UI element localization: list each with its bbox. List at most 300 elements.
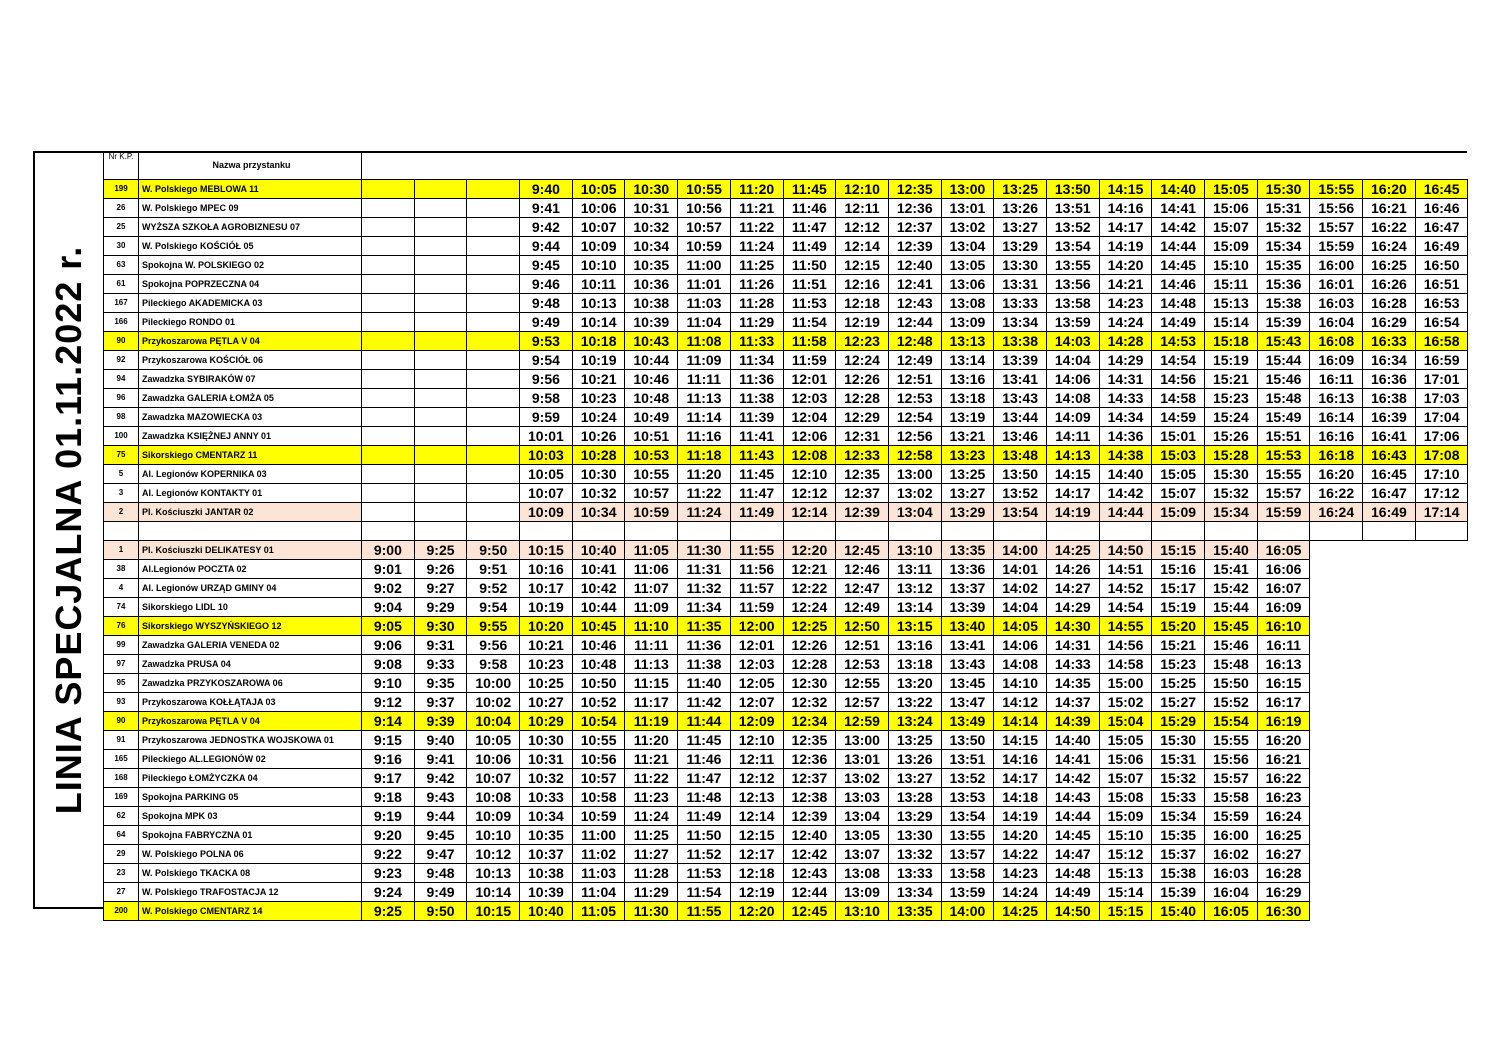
departure-time: 9:15	[362, 731, 415, 750]
stop-row	[104, 446, 1468, 465]
departure-time: 10:56	[678, 199, 731, 218]
departure-time: 14:13	[1046, 446, 1099, 465]
departure-time: 15:30	[1257, 180, 1310, 199]
departure-time: 14:58	[1152, 389, 1205, 408]
departure-time: 10:44	[572, 598, 625, 617]
departure-time: 9:27	[414, 579, 467, 598]
empty-time-cell	[467, 503, 520, 522]
departure-time: 10:38	[625, 294, 678, 313]
departure-time: 14:36	[1099, 427, 1152, 446]
departure-time: 13:27	[994, 218, 1047, 237]
departure-time: 15:23	[1205, 389, 1258, 408]
departure-time: 15:07	[1205, 218, 1258, 237]
departure-time: 12:11	[730, 750, 783, 769]
departure-time: 12:34	[783, 712, 836, 731]
spacer-cell	[572, 522, 625, 541]
empty-time-cell	[362, 370, 415, 389]
departure-time: 12:10	[836, 180, 889, 199]
departure-time: 15:03	[1152, 446, 1205, 465]
departure-time: 11:18	[678, 446, 731, 465]
departure-time: 10:26	[572, 427, 625, 446]
departure-time: 11:13	[678, 389, 731, 408]
empty-time-cell	[414, 218, 467, 237]
departure-time: 16:18	[1310, 446, 1363, 465]
departure-time: 10:51	[625, 427, 678, 446]
departure-time: 10:55	[678, 180, 731, 199]
departure-time: 12:26	[836, 370, 889, 389]
departure-time: 13:56	[1046, 275, 1099, 294]
departure-time: 14:58	[1099, 655, 1152, 674]
departure-time: 9:50	[467, 541, 520, 560]
departure-time: 10:01	[520, 427, 573, 446]
departure-time: 16:47	[1363, 484, 1416, 503]
table-header-row	[104, 151, 1468, 180]
departure-time: 10:05	[467, 731, 520, 750]
empty-time-cell	[467, 237, 520, 256]
spacer-cell	[888, 522, 941, 541]
spacer-cell	[1152, 522, 1205, 541]
stop-number: 1	[104, 541, 139, 560]
departure-time: 12:12	[836, 218, 889, 237]
departure-time: 9:40	[414, 731, 467, 750]
empty-time-cell	[414, 199, 467, 218]
departure-time: 12:24	[836, 351, 889, 370]
departure-time: 10:19	[572, 351, 625, 370]
departure-time: 12:14	[730, 807, 783, 826]
departure-time: 12:40	[888, 256, 941, 275]
departure-time: 11:09	[625, 598, 678, 617]
departure-time: 9:51	[467, 560, 520, 579]
stop-number: 25	[104, 218, 139, 237]
departure-time: 11:26	[730, 275, 783, 294]
departure-time: 14:10	[994, 674, 1047, 693]
departure-time: 12:42	[783, 845, 836, 864]
departure-time: 13:20	[888, 674, 941, 693]
departure-time: 12:32	[783, 693, 836, 712]
departure-time: 9:55	[467, 617, 520, 636]
departure-time: 11:50	[783, 256, 836, 275]
header-empty-cell	[730, 151, 783, 180]
stop-row	[104, 750, 1310, 769]
departure-time: 11:55	[678, 902, 731, 921]
header-empty-cell	[1363, 151, 1416, 180]
departure-time: 15:48	[1257, 389, 1310, 408]
departure-time: 15:40	[1205, 541, 1258, 560]
departure-time: 14:06	[994, 636, 1047, 655]
departure-time: 10:05	[572, 180, 625, 199]
departure-time: 15:29	[1152, 712, 1205, 731]
departure-time: 13:13	[941, 332, 994, 351]
departure-time: 15:57	[1205, 769, 1258, 788]
departure-time: 15:13	[1205, 294, 1258, 313]
departure-time: 14:56	[1099, 636, 1152, 655]
departure-time: 9:42	[414, 769, 467, 788]
departure-time: 16:07	[1257, 579, 1310, 598]
stop-number: 96	[104, 389, 139, 408]
departure-time: 16:22	[1363, 218, 1416, 237]
departure-time: 16:15	[1257, 674, 1310, 693]
departure-time: 12:39	[888, 237, 941, 256]
departure-time: 14:33	[1046, 655, 1099, 674]
departure-time: 14:49	[1046, 883, 1099, 902]
departure-time: 13:08	[941, 294, 994, 313]
departure-time: 9:14	[362, 712, 415, 731]
departure-time: 11:30	[678, 541, 731, 560]
departure-time: 15:32	[1152, 769, 1205, 788]
departure-time: 14:19	[1046, 503, 1099, 522]
departure-time: 12:28	[783, 655, 836, 674]
departure-time: 11:20	[625, 731, 678, 750]
departure-time: 12:00	[730, 617, 783, 636]
stop-number: 91	[104, 731, 139, 750]
departure-time: 14:48	[1046, 864, 1099, 883]
stop-name: Zawadzka PRZYKOSZAROWA 06	[139, 674, 362, 693]
departure-time: 12:12	[730, 769, 783, 788]
stop-number: 4	[104, 579, 139, 598]
departure-time: 11:24	[625, 807, 678, 826]
departure-time: 15:44	[1257, 351, 1310, 370]
departure-time: 9:24	[362, 883, 415, 902]
departure-time: 16:29	[1257, 883, 1310, 902]
departure-time: 11:22	[730, 218, 783, 237]
stop-name: Pl. Kościuszki DELIKATESY 01	[139, 541, 362, 560]
departure-time: 10:06	[467, 750, 520, 769]
departure-time: 16:49	[1363, 503, 1416, 522]
departure-time: 16:45	[1415, 180, 1468, 199]
departure-time: 13:14	[888, 598, 941, 617]
stop-number: 27	[104, 883, 139, 902]
departure-time: 13:12	[888, 579, 941, 598]
departure-time: 9:50	[414, 902, 467, 921]
departure-time: 10:30	[572, 465, 625, 484]
line-title: LINIA SPECJALNA 01.11.2022 r.	[48, 245, 89, 815]
departure-time: 13:29	[888, 807, 941, 826]
departure-time: 15:51	[1257, 427, 1310, 446]
departure-time: 10:32	[572, 484, 625, 503]
empty-time-cell	[362, 332, 415, 351]
stop-row	[104, 427, 1468, 446]
departure-time: 14:56	[1152, 370, 1205, 389]
departure-time: 16:20	[1363, 180, 1416, 199]
departure-time: 12:35	[836, 465, 889, 484]
stop-row	[104, 275, 1468, 294]
departure-time: 9:59	[520, 408, 573, 427]
departure-time: 10:57	[572, 769, 625, 788]
departure-time: 11:24	[678, 503, 731, 522]
departure-time: 13:58	[1046, 294, 1099, 313]
departure-time: 11:03	[678, 294, 731, 313]
empty-time-cell	[414, 446, 467, 465]
departure-time: 14:01	[994, 560, 1047, 579]
departure-time: 14:50	[1046, 902, 1099, 921]
departure-time: 14:43	[1046, 788, 1099, 807]
departure-time: 11:22	[678, 484, 731, 503]
departure-time: 13:34	[888, 883, 941, 902]
empty-time-cell	[467, 351, 520, 370]
departure-time: 13:41	[941, 636, 994, 655]
departure-time: 10:09	[467, 807, 520, 826]
departure-time: 10:12	[467, 845, 520, 864]
stop-number: 200	[104, 902, 139, 921]
departure-time: 15:50	[1205, 674, 1258, 693]
stop-row	[104, 541, 1310, 560]
departure-time: 17:06	[1415, 427, 1468, 446]
departure-time: 11:05	[625, 541, 678, 560]
stop-number: 30	[104, 237, 139, 256]
departure-time: 11:52	[678, 845, 731, 864]
departure-time: 10:19	[520, 598, 573, 617]
departure-time: 14:44	[1099, 503, 1152, 522]
departure-time: 11:39	[730, 408, 783, 427]
stop-number: 92	[104, 351, 139, 370]
departure-time: 12:03	[783, 389, 836, 408]
departure-time: 11:55	[730, 541, 783, 560]
departure-time: 11:05	[572, 902, 625, 921]
departure-time: 16:34	[1363, 351, 1416, 370]
departure-time: 16:28	[1257, 864, 1310, 883]
departure-time: 13:48	[994, 446, 1047, 465]
stop-name: Sikorskiego LIDL 10	[139, 598, 362, 617]
departure-time: 11:43	[730, 446, 783, 465]
empty-time-cell	[467, 389, 520, 408]
departure-time: 15:31	[1257, 199, 1310, 218]
departure-time: 15:54	[1205, 712, 1258, 731]
departure-time: 10:31	[625, 199, 678, 218]
departure-time: 11:04	[678, 313, 731, 332]
spacer-cell	[467, 522, 520, 541]
departure-time: 15:30	[1152, 731, 1205, 750]
departure-time: 12:44	[783, 883, 836, 902]
stop-number: 26	[104, 199, 139, 218]
departure-time: 10:14	[572, 313, 625, 332]
departure-time: 12:17	[730, 845, 783, 864]
empty-time-cell	[467, 465, 520, 484]
departure-time: 14:31	[1099, 370, 1152, 389]
departure-time: 10:59	[678, 237, 731, 256]
departure-time: 13:39	[941, 598, 994, 617]
stop-row	[104, 237, 1468, 256]
departure-time: 11:07	[625, 579, 678, 598]
departure-time: 9:48	[520, 294, 573, 313]
departure-time: 10:25	[520, 674, 573, 693]
departure-time: 12:51	[836, 636, 889, 655]
departure-time: 15:59	[1310, 237, 1363, 256]
departure-time: 11:22	[625, 769, 678, 788]
departure-time: 10:36	[625, 275, 678, 294]
departure-time: 16:20	[1310, 465, 1363, 484]
departure-time: 15:10	[1099, 826, 1152, 845]
departure-time: 14:17	[1046, 484, 1099, 503]
stop-row	[104, 883, 1310, 902]
departure-time: 9:08	[362, 655, 415, 674]
empty-time-cell	[467, 484, 520, 503]
departure-time: 15:26	[1205, 427, 1258, 446]
departure-time: 14:22	[994, 845, 1047, 864]
departure-time: 12:44	[888, 313, 941, 332]
departure-time: 9:45	[414, 826, 467, 845]
departure-time: 12:20	[783, 541, 836, 560]
stop-number: 169	[104, 788, 139, 807]
departure-time: 11:11	[678, 370, 731, 389]
departure-time: 9:22	[362, 845, 415, 864]
stop-name: Zawadzka GALERIA VENEDA 02	[139, 636, 362, 655]
departure-time: 12:47	[836, 579, 889, 598]
departure-time: 12:49	[836, 598, 889, 617]
departure-time: 16:46	[1415, 199, 1468, 218]
departure-time: 11:25	[730, 256, 783, 275]
empty-time-cell	[362, 389, 415, 408]
empty-time-cell	[414, 484, 467, 503]
departure-time: 14:08	[994, 655, 1047, 674]
departure-time: 13:55	[941, 826, 994, 845]
stop-name: W. Polskiego KOŚCIÓŁ 05	[139, 237, 362, 256]
departure-time: 11:49	[730, 503, 783, 522]
departure-time: 10:57	[625, 484, 678, 503]
departure-time: 13:59	[941, 883, 994, 902]
departure-time: 13:28	[888, 788, 941, 807]
departure-time: 15:38	[1257, 294, 1310, 313]
empty-time-cell	[362, 256, 415, 275]
departure-time: 16:22	[1257, 769, 1310, 788]
departure-time: 10:23	[520, 655, 573, 674]
stop-number: 168	[104, 769, 139, 788]
departure-time: 13:04	[888, 503, 941, 522]
stop-row	[104, 560, 1310, 579]
departure-time: 15:57	[1310, 218, 1363, 237]
header-empty-cell	[1099, 151, 1152, 180]
departure-time: 10:05	[520, 465, 573, 484]
stop-row	[104, 636, 1310, 655]
departure-time: 10:39	[520, 883, 573, 902]
spacer-cell	[104, 522, 139, 541]
departure-time: 15:16	[1152, 560, 1205, 579]
timetable-return	[103, 540, 1310, 921]
departure-time: 12:49	[888, 351, 941, 370]
departure-time: 14:20	[1099, 256, 1152, 275]
departure-time: 15:12	[1099, 845, 1152, 864]
departure-time: 9:54	[467, 598, 520, 617]
departure-time: 16:30	[1257, 902, 1310, 921]
departure-time: 9:18	[362, 788, 415, 807]
departure-time: 14:42	[1099, 484, 1152, 503]
departure-time: 11:19	[625, 712, 678, 731]
departure-time: 13:18	[941, 389, 994, 408]
stop-row	[104, 579, 1310, 598]
empty-time-cell	[414, 503, 467, 522]
stop-row	[104, 845, 1310, 864]
departure-time: 13:58	[941, 864, 994, 883]
stop-name: W. Polskiego MEBLOWA 11	[139, 180, 362, 199]
header-empty-cell	[1152, 151, 1205, 180]
departure-time: 14:15	[1046, 465, 1099, 484]
departure-time: 11:27	[625, 845, 678, 864]
departure-time: 12:59	[836, 712, 889, 731]
departure-time: 10:06	[572, 199, 625, 218]
departure-time: 11:46	[678, 750, 731, 769]
departure-time: 13:29	[941, 503, 994, 522]
departure-time: 16:27	[1257, 845, 1310, 864]
departure-time: 16:05	[1257, 541, 1310, 560]
departure-time: 12:19	[836, 313, 889, 332]
departure-time: 13:35	[941, 541, 994, 560]
departure-time: 10:33	[520, 788, 573, 807]
departure-time: 14:03	[1046, 332, 1099, 351]
departure-time: 9:58	[520, 389, 573, 408]
stop-row	[104, 503, 1468, 522]
departure-time: 13:35	[888, 902, 941, 921]
empty-time-cell	[362, 275, 415, 294]
stop-row	[104, 712, 1310, 731]
empty-time-cell	[362, 446, 415, 465]
departure-time: 15:15	[1099, 902, 1152, 921]
departure-time: 13:43	[941, 655, 994, 674]
departure-time: 12:06	[783, 427, 836, 446]
departure-time: 14:34	[1099, 408, 1152, 427]
empty-time-cell	[414, 294, 467, 313]
departure-time: 11:29	[730, 313, 783, 332]
departure-time: 9:02	[362, 579, 415, 598]
departure-time: 15:40	[1152, 902, 1205, 921]
departure-time: 12:56	[888, 427, 941, 446]
departure-time: 11:57	[730, 579, 783, 598]
departure-time: 15:15	[1152, 541, 1205, 560]
departure-time: 17:04	[1415, 408, 1468, 427]
empty-time-cell	[362, 484, 415, 503]
departure-time: 13:04	[941, 237, 994, 256]
departure-time: 10:30	[625, 180, 678, 199]
departure-time: 11:14	[678, 408, 731, 427]
header-empty-cell	[572, 151, 625, 180]
departure-time: 15:39	[1152, 883, 1205, 902]
empty-time-cell	[362, 237, 415, 256]
departure-time: 12:55	[836, 674, 889, 693]
stop-number: 167	[104, 294, 139, 313]
departure-time: 9:53	[520, 332, 573, 351]
departure-time: 14:42	[1152, 218, 1205, 237]
departure-time: 11:09	[678, 351, 731, 370]
departure-time: 14:40	[1099, 465, 1152, 484]
departure-time: 9:29	[414, 598, 467, 617]
departure-time: 11:15	[625, 674, 678, 693]
departure-time: 12:10	[783, 465, 836, 484]
departure-time: 11:54	[783, 313, 836, 332]
departure-time: 10:04	[467, 712, 520, 731]
spacer-cell	[520, 522, 573, 541]
stop-name: Pileckiego AL.LEGIONÓW 02	[139, 750, 362, 769]
departure-time: 10:55	[625, 465, 678, 484]
departure-time: 14:21	[1099, 275, 1152, 294]
departure-time: 10:29	[520, 712, 573, 731]
spacer-cell	[678, 522, 731, 541]
stop-name: W. Polskiego MPEC 09	[139, 199, 362, 218]
departure-time: 15:09	[1099, 807, 1152, 826]
departure-time: 9:49	[520, 313, 573, 332]
departure-time: 11:41	[730, 427, 783, 446]
departure-time: 13:16	[941, 370, 994, 389]
departure-time: 15:09	[1205, 237, 1258, 256]
departure-time: 13:36	[941, 560, 994, 579]
departure-time: 15:35	[1257, 256, 1310, 275]
empty-time-cell	[414, 351, 467, 370]
departure-time: 13:22	[888, 693, 941, 712]
departure-time: 9:42	[520, 218, 573, 237]
departure-time: 9:04	[362, 598, 415, 617]
departure-time: 12:14	[836, 237, 889, 256]
departure-time: 11:28	[625, 864, 678, 883]
departure-time: 16:17	[1257, 693, 1310, 712]
departure-time: 10:15	[520, 541, 573, 560]
stop-name: Spokojna POPRZECZNA 04	[139, 275, 362, 294]
